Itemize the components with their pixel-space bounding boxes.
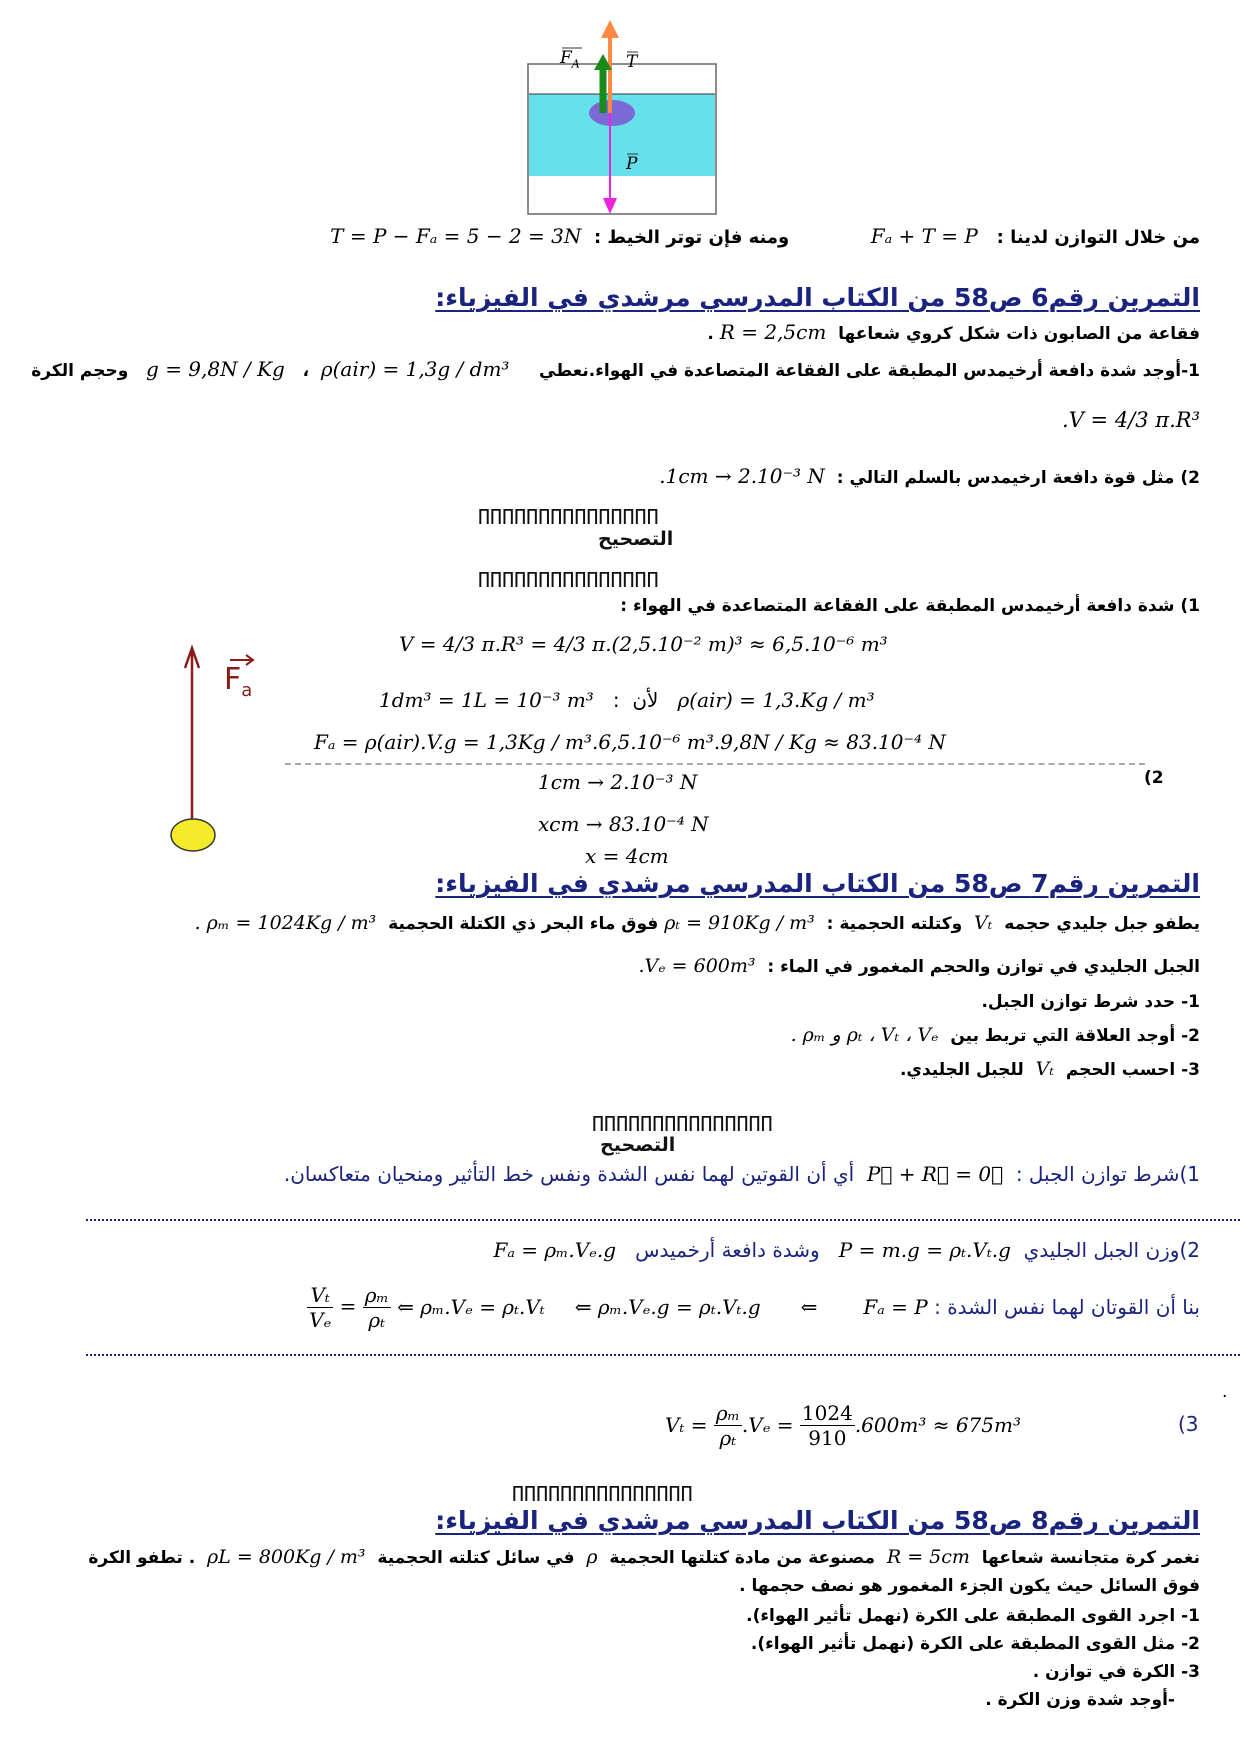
equilibrium-eq1: Fₐ + T = P: [870, 224, 978, 248]
bubble: [171, 819, 215, 851]
ex6-c2-num: (2: [1144, 768, 1164, 788]
ratio-formula: $\frac{\text{Vₜ}}{\text{Vₑ}}$ = $\frac{\text{ρₘ}}{\text{ρₜ}}$: [309, 1282, 389, 1332]
ex7-line2: الجبل الجليدي في توازن والحجم المغمور في الماء : .Vₑ = 600m³: [638, 955, 1200, 977]
figure-archimedes-thread: [510, 18, 720, 216]
label-fa: $F_A$: [560, 48, 580, 71]
ex7-c2-derivation: بنا أن القوتان لهما نفس الشدة : Fₐ = P ⇐ ρₘ.Vₑ.g = ρₜ.Vₜ.g ⇐ ρₘ.Vₑ = ρₜ.Vₜ ⇐ $\frac{\text{Vₜ}}{\text{Vₑ}}$ = $\frac{\text{ρₘ}}{\text{ρₜ}}$: [309, 1282, 1200, 1332]
equilibrium-line: [330, 224, 1200, 248]
ex8-q3: 3- الكرة في توازن .: [1032, 1662, 1200, 1682]
ex6-intro: فقاعة من الصابون ذات شكل كروي شعاعها R = 2,5cm .: [707, 320, 1200, 344]
decoration-bar: ППППППППППППППП: [478, 568, 659, 592]
tension-eq: T = P − Fₐ = 5 − 2 = 3N: [330, 224, 582, 248]
ex8-title: التمرين رقم8 ص58 من الكتاب المدرسي مرشدي في الفيزياء:: [435, 1506, 1200, 1535]
ex6-q2: 2) مثل قوة دافعة ارخيمدس بالسلم التالي : .1cm → 2.10⁻³ N: [659, 464, 1200, 488]
ex8-q2: 2- مثل القوى المطبقة على الكرة (نهمل تأثير الهواء).: [750, 1634, 1200, 1654]
ex6-c1: 1) شدة دافعة أرخيمدس المطبقة على الفقاعة المتصاعدة في الهواء :: [620, 596, 1200, 616]
ex7-c3-formula: Vₜ = $\frac{\text{ρₘ}}{\text{ρₜ}}$ .Vₑ = $\frac{1024}{910}$ .600m³ ≈ 675m³: [665, 1400, 1021, 1450]
fa-vector-figure: [160, 640, 280, 855]
ex7-q3: 3- احسب الحجم Vₜ للجبل الجليدي.: [899, 1058, 1200, 1080]
ex6-calc-fa: Fₐ = ρ(air).V.g = 1,3Kg / m³.6,5.10⁻⁶ m³.9,8N / Kg ≈ 83.10⁻⁴ N: [314, 730, 946, 754]
ex6-q1: 1-أوجد شدة دافعة أرخيمدس المطبقة على الفقاعة المتصاعدة في الهواء.نعطي ρ(air) = 1,3g / dm³ ، g = 9,8N / Kg وحجم الكرة: [31, 357, 1200, 381]
tension-arrowhead: [601, 20, 619, 38]
ex8-q3a: -أوجد شدة وزن الكرة .: [985, 1690, 1175, 1710]
stray-dot: .: [1222, 1382, 1228, 1402]
ex7-c1: 1)شرط توازن الجبل : P⃗ + R⃗ = 0⃗ أي أن القوتين لهما نفس الشدة ونفس خط التأثير ومنحيان متعاكسان.: [283, 1162, 1200, 1186]
equilibrium-text: من خلال التوازن لدينا :: [996, 227, 1200, 248]
decoration-bar: ППППППППППППППП: [478, 505, 659, 529]
ex7-title: التمرين رقم7 ص58 من الكتاب المدرسي مرشدي في الفيزياء:: [435, 869, 1200, 898]
ex7-c2: 2)وزن الجبل الجليدي P = m.g = ρₜ.Vₜ.g وشدة دافعة أرخميدس Fₐ = ρₘ.Vₑ.g: [493, 1238, 1200, 1262]
ex6-scale-result: x = 4cm: [585, 844, 669, 868]
ex7-intro: يطفو جبل جليدي حجمه Vₜ وكتلته الحجمية : ρₜ = 910Kg / m³ فوق ماء البحر ذي الكتلة الحجمية . ρₘ = 1024Kg / m³: [194, 912, 1200, 934]
ex7-q1: 1- حدد شرط توازن الجبل.: [981, 992, 1200, 1012]
ex6-calc-volume: V = 4/3 π.R³ = 4/3 π.(2,5.10⁻² m)³ ≈ 6,5.10⁻⁶ m³: [399, 632, 888, 656]
ex7-correction-label: التصحيح: [600, 1134, 676, 1156]
dotted-separator: [86, 1219, 1240, 1221]
dotted-separator: [86, 1354, 1240, 1356]
ex8-q1: 1- اجرد القوى المطبقة على الكرة (نهمل تأثير الهواء).: [746, 1606, 1200, 1626]
fa-vector-label: $F_a$: [224, 662, 253, 701]
ex6-title: التمرين رقم6 ص58 من الكتاب المدرسي مرشدي في الفيزياء:: [435, 283, 1200, 312]
ex6-volume-formula: .V = 4/3 π.R³: [1062, 408, 1200, 432]
label-t: T: [626, 52, 638, 72]
tension-text: ومنه فإن توتر الخيط :: [593, 227, 790, 248]
decoration-bar: ППППППППППППППП: [592, 1112, 773, 1136]
ex7-c3-num: (3: [1178, 1412, 1199, 1436]
ex8-intro-line2: فوق السائل حيث يكون الجزء المغمور هو نصف حجمها .: [739, 1576, 1200, 1596]
ex6-calc-units: 1dm³ = 1L = 10⁻³ m³ : لأن ρ(air) = 1,3.Kg / m³: [379, 688, 875, 712]
decoration-bar: ППППППППППППППП: [512, 1482, 693, 1506]
ex6-scale-x: xcm → 83.10⁻⁴ N: [538, 812, 709, 836]
ex7-q2: 2- أوجد العلاقة التي تربط بين . ρₘ و ρₜ ، Vₜ ، Vₑ: [790, 1024, 1200, 1046]
label-p: P: [626, 154, 638, 174]
ex6-scale: 1cm → 2.10⁻³ N: [538, 770, 698, 794]
ex8-intro: نغمر كرة متجانسة شعاعها R = 5cm مصنوعة من مادة كتلتها الحجمية ρ في سائل كتلته الحجمية ρL = 800Kg / m³ . تطفو الكرة: [88, 1546, 1200, 1568]
ex6-correction-label: التصحيح: [598, 528, 674, 550]
dashed-separator: [285, 763, 1145, 765]
